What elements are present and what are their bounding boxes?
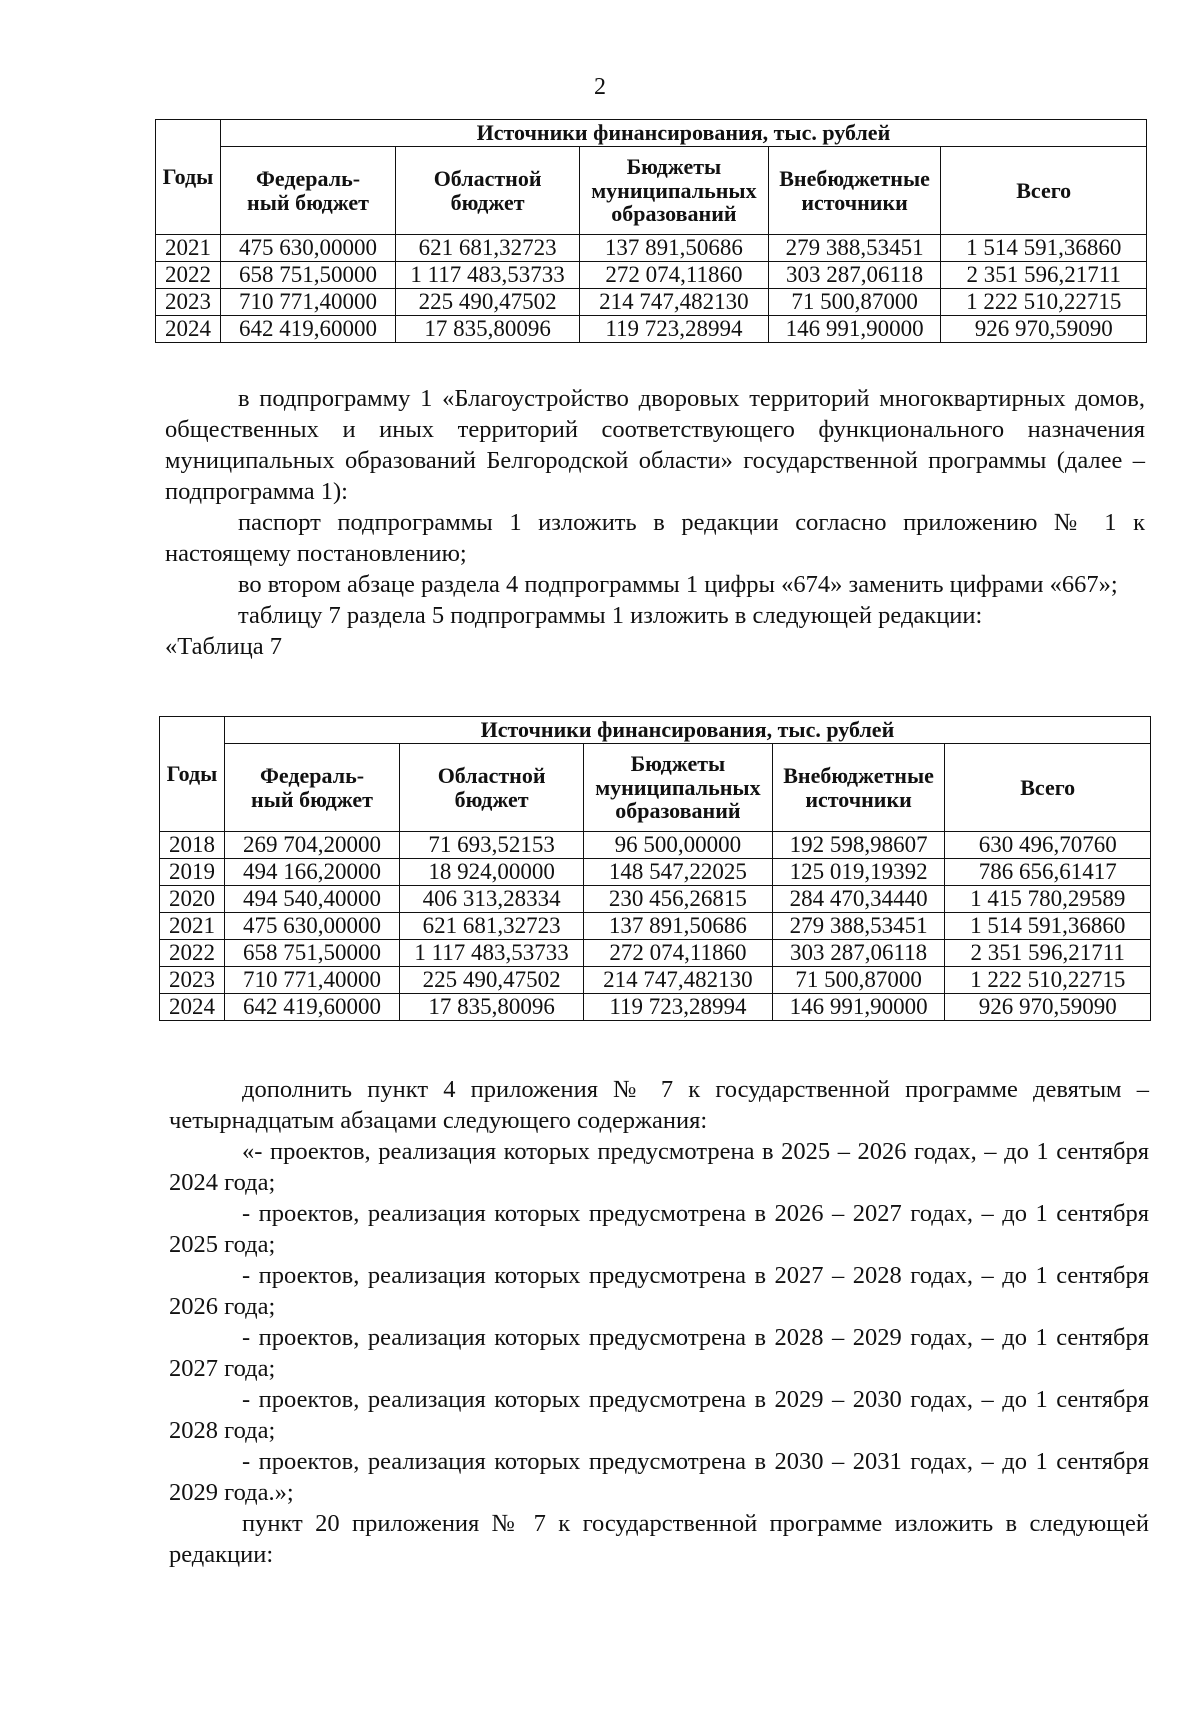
cell-municipal: 230 456,26815	[584, 886, 773, 913]
paragraph: в подпрограмму 1 «Благоустройство дворовых территорий многоквартирных домов, общественных и иных территорий соответствующего функционального назначения муниципальных образований Белгородской области» государственной программы (далее – подпрограмма 1):	[165, 385, 1145, 505]
col-header-extrabudget: Внебюджетные источники	[772, 744, 945, 832]
cell-federal: 494 540,40000	[224, 886, 399, 913]
table-row	[160, 940, 1151, 967]
paragraph: - проектов, реализация которых предусмотрена в 2027 – 2028 годах, – до 1 сентября 2026 года;	[169, 1262, 1149, 1320]
table-caption: «Таблица 7	[165, 633, 283, 660]
cell-total: 1 514 591,36860	[945, 913, 1151, 940]
cell-total: 926 970,59090	[941, 316, 1147, 343]
group-header: Источники финансирования, тыс. рублей	[220, 120, 1146, 147]
cell-municipal: 214 747,482130	[580, 289, 769, 316]
table-row	[160, 994, 1151, 1021]
cell-extrabudget: 125 019,19392	[772, 859, 945, 886]
cell-extrabudget: 303 287,06118	[768, 262, 941, 289]
cell-municipal: 272 074,11860	[580, 262, 769, 289]
cell-federal: 642 419,60000	[224, 994, 399, 1021]
cell-extrabudget: 192 598,98607	[772, 832, 945, 859]
cell-total: 630 496,70760	[945, 832, 1151, 859]
cell-year: 2022	[160, 940, 225, 967]
col-header-extrabudget: Внебюджетные источники	[768, 147, 941, 235]
col-header-municipal: Бюджеты муниципальных образований	[580, 147, 769, 235]
cell-extrabudget: 279 388,53451	[772, 913, 945, 940]
cell-year: 2022	[156, 262, 221, 289]
cell-year: 2021	[160, 913, 225, 940]
paragraph: таблицу 7 раздела 5 подпрограммы 1 изложить в следующей редакции:	[238, 602, 983, 629]
cell-federal: 658 751,50000	[224, 940, 399, 967]
table-row	[160, 967, 1151, 994]
cell-year: 2024	[160, 994, 225, 1021]
cell-extrabudget: 71 500,87000	[768, 289, 941, 316]
cell-extrabudget: 284 470,34440	[772, 886, 945, 913]
table-row	[156, 316, 1147, 343]
cell-municipal: 272 074,11860	[584, 940, 773, 967]
cell-total: 786 656,61417	[945, 859, 1151, 886]
text-block-subprogram-1	[165, 383, 1145, 662]
cell-extrabudget: 146 991,90000	[768, 316, 941, 343]
cell-federal: 710 771,40000	[224, 967, 399, 994]
paragraph: паспорт подпрограммы 1 изложить в редакции согласно приложению № 1 к настоящему постановлению;	[165, 509, 1145, 567]
cell-federal: 269 704,20000	[224, 832, 399, 859]
text-block-appendix-7	[169, 1074, 1149, 1570]
financing-table-1	[155, 119, 1147, 343]
cell-total: 1 222 510,22715	[941, 289, 1147, 316]
cell-total: 1 514 591,36860	[941, 235, 1147, 262]
table-row	[160, 859, 1151, 886]
page-number: 2	[594, 74, 606, 100]
years-header: Годы	[160, 717, 225, 832]
cell-federal: 642 419,60000	[220, 316, 395, 343]
years-header: Годы	[156, 120, 221, 235]
col-header-regional: Областной бюджет	[400, 744, 584, 832]
cell-federal: 658 751,50000	[220, 262, 395, 289]
paragraph: - проектов, реализация которых предусмотрена в 2026 – 2027 годах, – до 1 сентября 2025 года;	[169, 1200, 1149, 1258]
cell-municipal: 119 723,28994	[580, 316, 769, 343]
cell-extrabudget: 146 991,90000	[772, 994, 945, 1021]
cell-regional: 225 490,47502	[400, 967, 584, 994]
cell-year: 2020	[160, 886, 225, 913]
cell-municipal: 214 747,482130	[584, 967, 773, 994]
col-header-total: Всего	[941, 147, 1147, 235]
table-subheader-row	[160, 744, 1151, 832]
group-header: Источники финансирования, тыс. рублей	[224, 717, 1150, 744]
cell-extrabudget: 71 500,87000	[772, 967, 945, 994]
cell-year: 2024	[156, 316, 221, 343]
cell-regional: 406 313,28334	[400, 886, 584, 913]
cell-regional: 1 117 483,53733	[396, 262, 580, 289]
cell-regional: 18 924,00000	[400, 859, 584, 886]
cell-total: 1 222 510,22715	[945, 967, 1151, 994]
paragraph: - проектов, реализация которых предусмотрена в 2028 – 2029 годах, – до 1 сентября 2027 года;	[169, 1324, 1149, 1382]
cell-regional: 225 490,47502	[396, 289, 580, 316]
col-header-total: Всего	[945, 744, 1151, 832]
cell-extrabudget: 279 388,53451	[768, 235, 941, 262]
cell-total: 2 351 596,21711	[941, 262, 1147, 289]
table-row	[160, 886, 1151, 913]
cell-extrabudget: 303 287,06118	[772, 940, 945, 967]
cell-regional: 17 835,80096	[400, 994, 584, 1021]
table-row	[156, 262, 1147, 289]
paragraph: - проектов, реализация которых предусмотрена в 2030 – 2031 годах, – до 1 сентября 2029 года.»;	[169, 1448, 1149, 1506]
col-header-federal: Федераль- ный бюджет	[224, 744, 399, 832]
cell-municipal: 137 891,50686	[584, 913, 773, 940]
col-header-regional: Областной бюджет	[396, 147, 580, 235]
cell-federal: 710 771,40000	[220, 289, 395, 316]
cell-federal: 494 166,20000	[224, 859, 399, 886]
table-header-row	[156, 120, 1147, 147]
cell-year: 2023	[156, 289, 221, 316]
table-subheader-row	[156, 147, 1147, 235]
cell-federal: 475 630,00000	[220, 235, 395, 262]
cell-year: 2018	[160, 832, 225, 859]
cell-total: 926 970,59090	[945, 994, 1151, 1021]
cell-regional: 17 835,80096	[396, 316, 580, 343]
table-row	[156, 235, 1147, 262]
table-row	[160, 832, 1151, 859]
cell-year: 2021	[156, 235, 221, 262]
financing-table-7	[159, 716, 1151, 1021]
col-header-municipal: Бюджеты муниципальных образований	[584, 744, 773, 832]
table-row	[156, 289, 1147, 316]
cell-municipal: 137 891,50686	[580, 235, 769, 262]
cell-regional: 1 117 483,53733	[400, 940, 584, 967]
cell-regional: 71 693,52153	[400, 832, 584, 859]
paragraph: во втором абзаце раздела 4 подпрограммы 1 цифры «674» заменить цифрами «667»;	[238, 571, 1118, 598]
cell-municipal: 148 547,22025	[584, 859, 773, 886]
table-header-row	[160, 717, 1151, 744]
paragraph: пункт 20 приложения № 7 к государственной программе изложить в следующей редакции:	[169, 1510, 1149, 1568]
cell-regional: 621 681,32723	[396, 235, 580, 262]
col-header-federal: Федераль- ный бюджет	[220, 147, 395, 235]
cell-total: 2 351 596,21711	[945, 940, 1151, 967]
cell-municipal: 96 500,00000	[584, 832, 773, 859]
paragraph: - проектов, реализация которых предусмотрена в 2029 – 2030 годах, – до 1 сентября 2028 года;	[169, 1386, 1149, 1444]
table-row	[160, 913, 1151, 940]
cell-year: 2023	[160, 967, 225, 994]
cell-regional: 621 681,32723	[400, 913, 584, 940]
paragraph: «- проектов, реализация которых предусмотрена в 2025 – 2026 годах, – до 1 сентября 2024 года;	[169, 1138, 1149, 1196]
cell-federal: 475 630,00000	[224, 913, 399, 940]
paragraph: дополнить пункт 4 приложения № 7 к государственной программе девятым – четырнадцатым абзацами следующего содержания:	[169, 1076, 1149, 1134]
cell-total: 1 415 780,29589	[945, 886, 1151, 913]
cell-year: 2019	[160, 859, 225, 886]
cell-municipal: 119 723,28994	[584, 994, 773, 1021]
